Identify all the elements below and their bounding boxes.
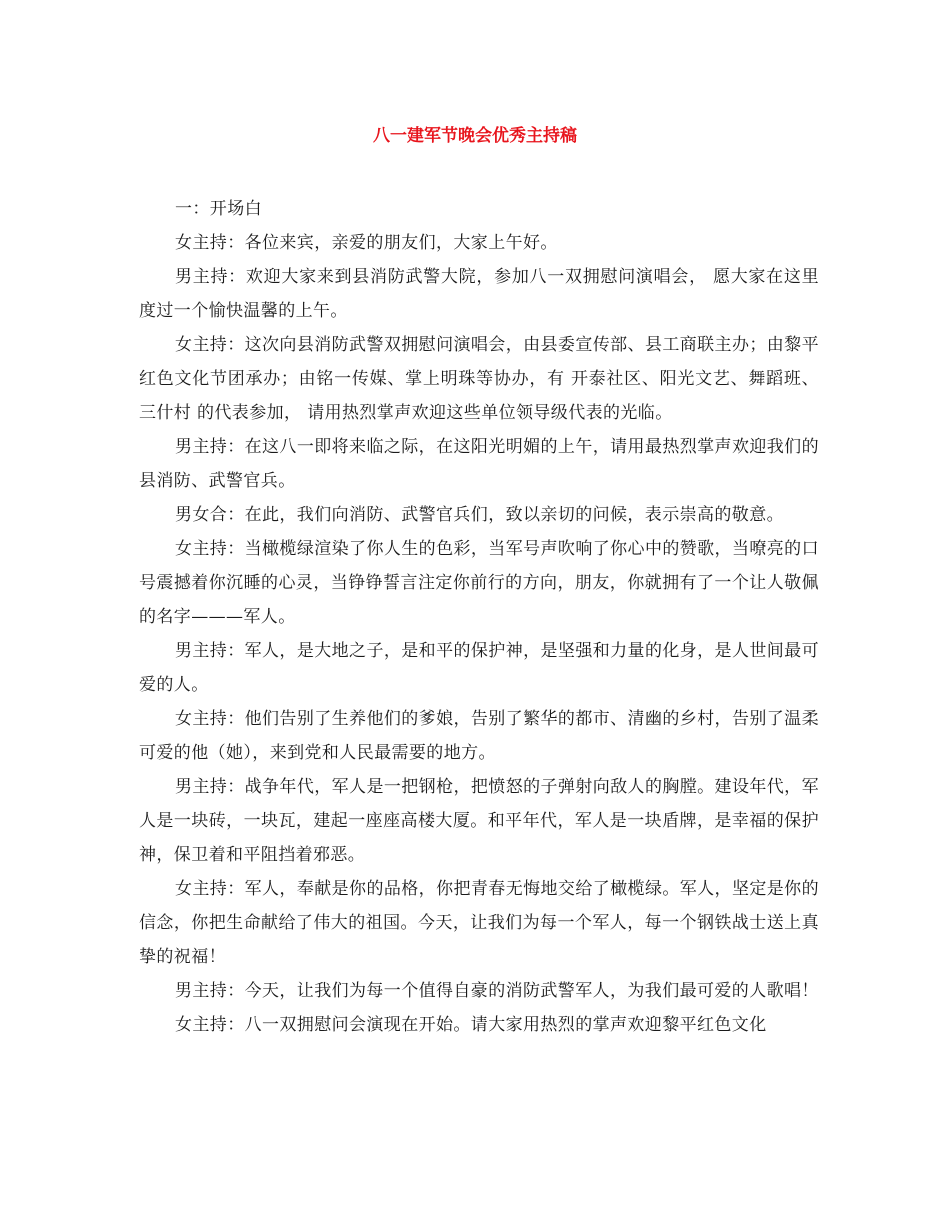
paragraph: 女主持：当橄榄绿渲染了你人生的色彩，当军号声吹响了你心中的赞歌，当嘹亮的口号震撼着你沉睡的心灵，当铮铮誓言注定你前行的方向，朋友，你就拥有了一个让人敬佩的名字———军人。: [139, 539, 819, 627]
paragraph: 女主持：各位来宾，亲爱的朋友们，大家上午好。: [175, 233, 558, 253]
paragraph: 女主持：八一双拥慰问会演现在开始。请大家用热烈的掌声欢迎黎平红色文化: [175, 1015, 767, 1035]
paragraph: 男主持：军人，是大地之子，是和平的保护神，是坚强和力量的化身，是人世间最可爱的人。: [139, 641, 819, 695]
paragraph: 男主持：欢迎大家来到县消防武警大院，参加八一双拥慰问演唱会， 愿大家在这里度过一个愉快温馨的上午。: [139, 267, 819, 321]
paragraph: 男主持：今天，让我们为每一个值得自豪的消防武警军人，为我们最可爱的人歌唱！: [175, 981, 819, 1001]
paragraph: 女主持：这次向县消防武警双拥慰问演唱会，由县委宣传部、县工商联主办；由黎平红色文化节团承办；由铭一传媒、掌上明珠等协办，有 开泰社区、阳光文艺、舞蹈班、三什村 的代表参加， 请用热烈掌声欢迎这些单位领导级代表的光临。: [139, 335, 819, 423]
paragraph: 男女合：在此，我们向消防、武警官兵们，致以亲切的问候，表示崇高的敬意。: [175, 505, 784, 525]
paragraph: 男主持：在这八一即将来临之际，在这阳光明媚的上午，请用最热烈掌声欢迎我们的县消防、武警官兵。: [139, 437, 819, 491]
document-body: [139, 192, 819, 1042]
document-title: 八一建军节晚会优秀主持稿: [373, 126, 577, 146]
paragraph: 女主持：军人，奉献是你的品格，你把青春无悔地交给了橄榄绿。军人，坚定是你的信念，你把生命献给了伟大的祖国。今天，让我们为每一个军人，每一个钢铁战士送上真挚的祝福！: [139, 879, 819, 967]
paragraph: 男主持：战争年代，军人是一把钢枪，把愤怒的子弹射向敌人的胸膛。建设年代，军人是一块砖，一块瓦，建起一座座高楼大厦。和平年代，军人是一块盾牌，是幸福的保护神，保卫着和平阻挡着邪恶。: [139, 777, 819, 865]
paragraph-opening-heading: 一：开场白: [175, 199, 262, 219]
paragraph: 女主持：他们告别了生养他们的爹娘，告别了繁华的都市、清幽的乡村，告别了温柔可爱的他（她），来到党和人民最需要的地方。: [139, 709, 819, 763]
